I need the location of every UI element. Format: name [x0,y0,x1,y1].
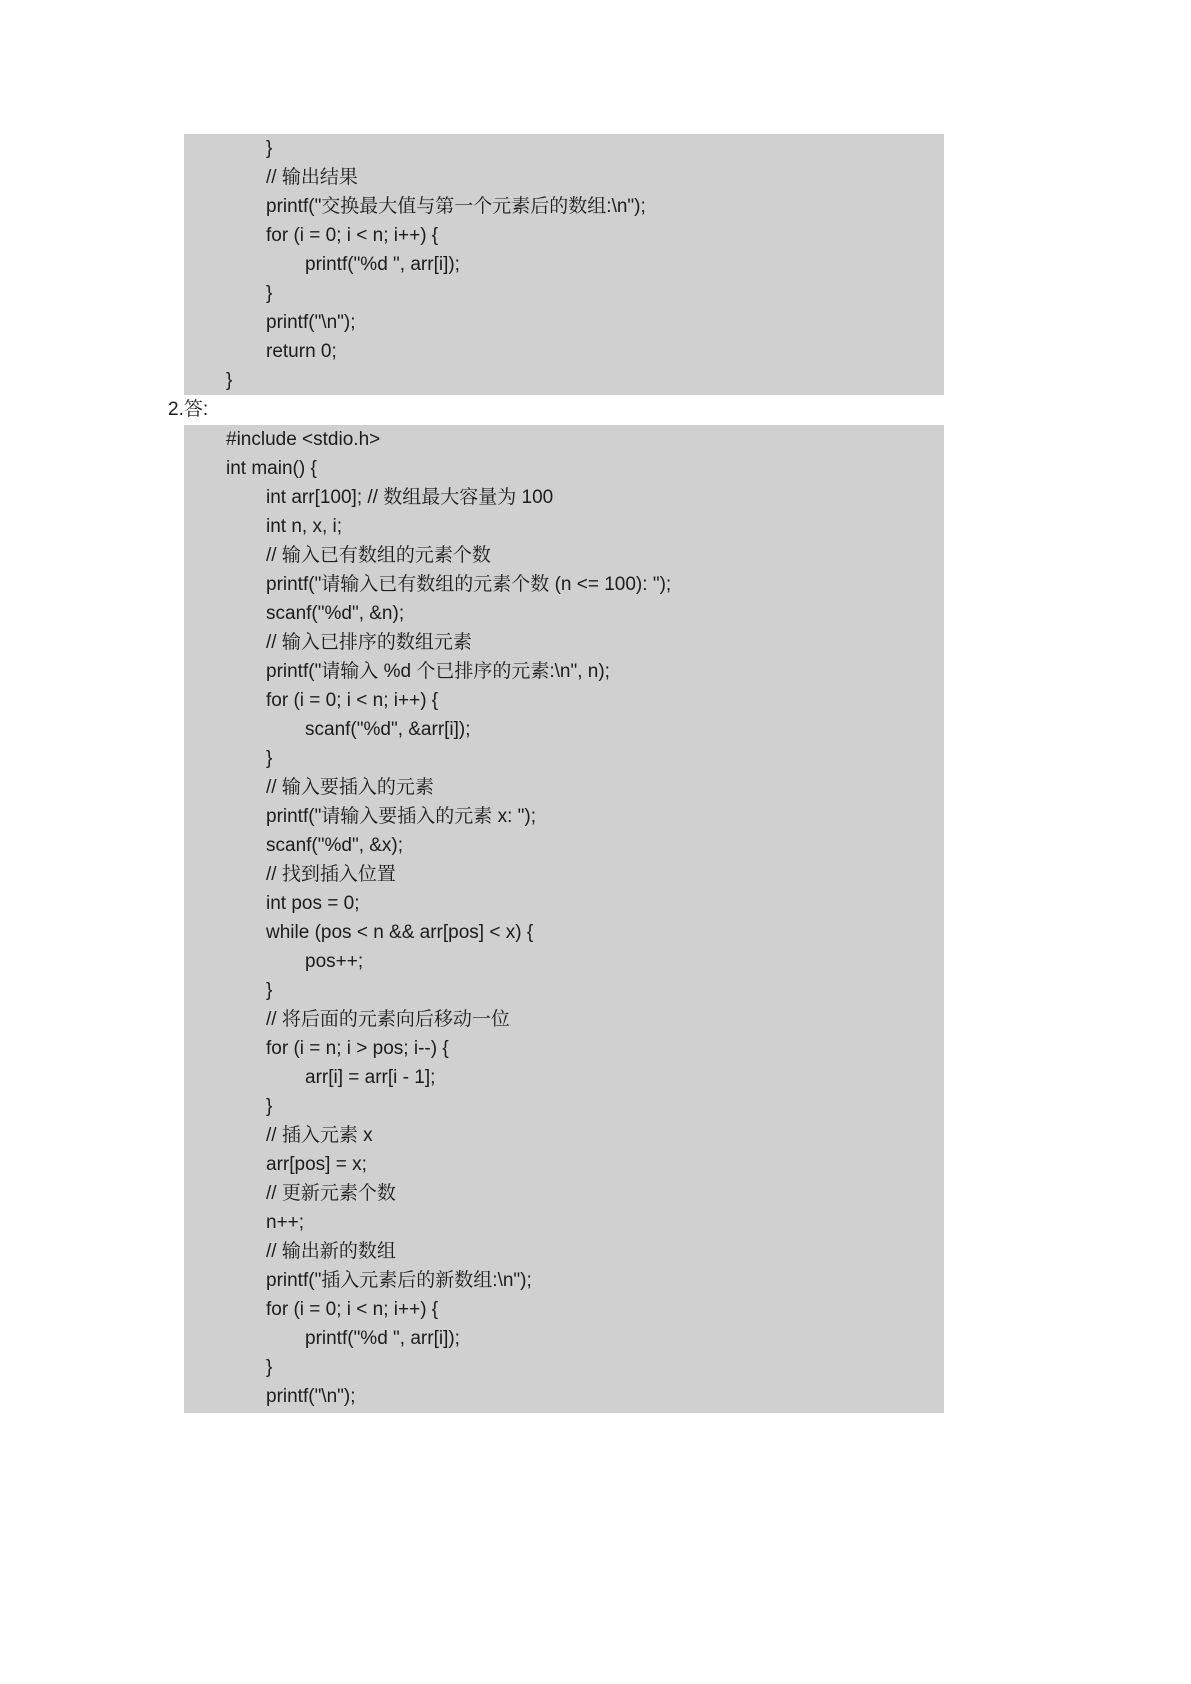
code-line: printf("请输入 %d 个已排序的元素:\n", n); [266,661,610,682]
code-line: for (i = 0; i < n; i++) { [266,225,439,246]
code-line: n++; [266,1212,305,1233]
code-line: } [266,283,273,304]
code-line: printf("交换最大值与第一个元素后的数组:\n"); [266,196,646,217]
code-line: printf("插入元素后的新数组:\n"); [266,1270,532,1291]
code-line: arr[i] = arr[i - 1]; [305,1067,436,1088]
code-comment: // 找到插入位置 [266,864,396,885]
code-line: } [266,980,273,1001]
code-comment: // 输出新的数组 [266,1241,396,1262]
code-comment: // 输入已有数组的元素个数 [266,545,491,566]
code-line: } [226,370,233,391]
code-block [184,425,944,1413]
code-line: printf("%d ", arr[i]); [305,254,460,275]
code-line: arr[pos] = x; [266,1154,367,1175]
code-comment: // 更新元素个数 [266,1183,396,1204]
code-block [184,134,944,395]
code-line: int main() { [226,458,317,479]
code-line: } [266,138,273,159]
code-line: scanf("%d", &n); [266,603,405,624]
code-line: pos++; [305,951,364,972]
answer-label: 2.答: [168,399,209,420]
code-line: printf("请输入已有数组的元素个数 (n <= 100): "); [266,574,672,595]
code-line: } [266,1096,273,1117]
code-comment: // 输入已排序的数组元素 [266,632,472,653]
code-line: int arr[100]; // 数组最大容量为 100 [266,487,554,508]
code-line: return 0; [266,341,337,362]
code-comment: // 输入要插入的元素 [266,777,434,798]
code-line: for (i = n; i > pos; i--) { [266,1038,449,1059]
code-line: int n, x, i; [266,516,343,537]
code-line: } [266,748,273,769]
code-line: printf("\n"); [266,1386,356,1407]
code-line: while (pos < n && arr[pos] < x) { [266,922,534,943]
code-comment: // 插入元素 x [266,1125,373,1146]
code-line: scanf("%d", &arr[i]); [305,719,471,740]
code-line: int pos = 0; [266,893,360,914]
code-line: } [266,1357,273,1378]
code-line: printf("\n"); [266,312,356,333]
code-line: for (i = 0; i < n; i++) { [266,690,439,711]
code-line: #include <stdio.h> [226,429,381,450]
code-line: printf("请输入要插入的元素 x: "); [266,806,536,827]
code-line: for (i = 0; i < n; i++) { [266,1299,439,1320]
code-line: scanf("%d", &x); [266,835,404,856]
code-comment: // 将后面的元素向后移动一位 [266,1009,510,1030]
code-line: printf("%d ", arr[i]); [305,1328,460,1349]
code-comment: // 输出结果 [266,167,358,188]
